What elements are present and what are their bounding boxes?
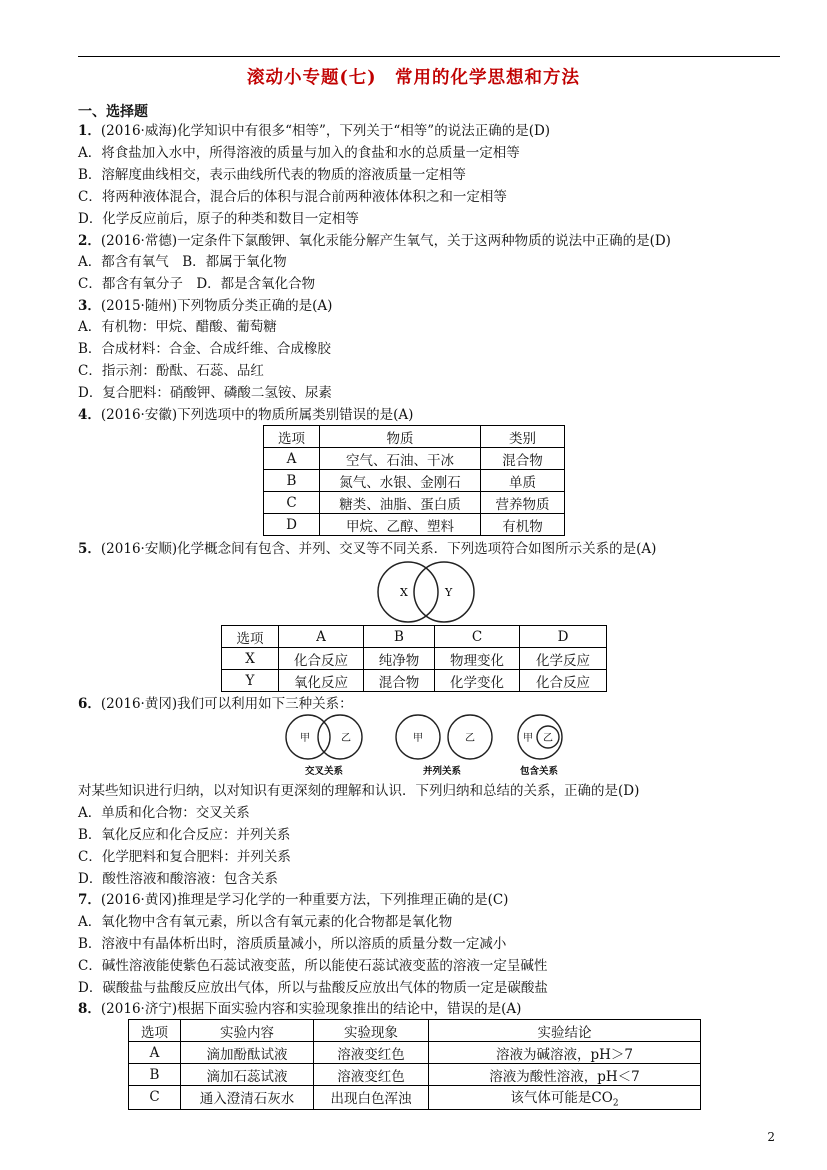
diagram-label-yi: 乙: [543, 733, 553, 744]
table-cell: 化合反应: [520, 670, 607, 692]
table-cell: 纯净物: [364, 648, 435, 670]
diagram-label-yi: 乙: [465, 733, 475, 744]
q5-table: [221, 625, 607, 692]
question-2: 2．(2016·常德)一定条件下氯酸钾、氧化汞能分解产生氧气，关于这两种物质的说法中正确的是(D): [78, 233, 671, 249]
table-cell: 出现白色浑浊: [314, 1086, 429, 1110]
question-7: 7．(2016·黄冈)推理是学习化学的一种重要方法，下列推理正确的是(C): [78, 892, 509, 908]
relation-diagrams: [262, 713, 572, 779]
table-cell: C: [129, 1086, 181, 1110]
table-header-row: [222, 626, 607, 648]
table-row: [222, 670, 607, 692]
option: B．合成材料：合金、合成纤维、合成橡胶: [78, 341, 331, 357]
q8-table: [128, 1019, 701, 1110]
table-header-row: [264, 426, 565, 448]
table-cell: D: [520, 626, 607, 648]
table-cell: Y: [222, 670, 279, 692]
table-cell: A: [279, 626, 364, 648]
table-cell: X: [222, 648, 279, 670]
table-cell: C: [264, 492, 320, 514]
venn-circle-x: [378, 562, 438, 622]
table-cell: B: [364, 626, 435, 648]
table-header-row: [129, 1020, 701, 1042]
table-cell: B: [264, 470, 320, 492]
table-row: [264, 514, 565, 536]
table-cell: 实验现象: [314, 1020, 429, 1042]
option: D．复合肥料：硝酸钾、磷酸二氢铵、尿素: [78, 385, 332, 401]
diagram-caption-cross: 交叉关系: [305, 766, 344, 777]
table-cell: 混合物: [481, 448, 565, 470]
table-cell: 溶液为酸性溶液，pH＜7: [429, 1064, 701, 1086]
question-6-followup: 对某些知识进行归纳，以对知识有更深刻的理解和认识．下列归纳和总结的关系，正确的是(D): [78, 783, 640, 799]
diagram-caption-parallel: 并列关系: [423, 766, 462, 777]
venn-diagram: [370, 560, 482, 624]
option: C．化学肥料和复合肥料：并列关系: [78, 849, 291, 865]
table-cell: 该气体可能是$CO_2$: [429, 1086, 701, 1110]
table-cell: B: [129, 1064, 181, 1086]
header-rule: [78, 56, 780, 57]
table-cell: 溶液变红色: [314, 1064, 429, 1086]
table-row: [264, 492, 565, 514]
option: C．碱性溶液能使紫色石蕊试液变蓝，所以能使石蕊试液变蓝的溶液一定呈碱性: [78, 958, 548, 974]
table-row: [129, 1042, 701, 1064]
table-cell: 化学变化: [435, 670, 520, 692]
table-cell: 空气、石油、干冰: [320, 448, 481, 470]
table-cell: 物质: [320, 426, 481, 448]
table-cell: 类别: [481, 426, 565, 448]
option: B．溶解度曲线相交，表示曲线所代表的物质的溶液质量一定相等: [78, 167, 466, 183]
page-title: 滚动小专题(七) 常用的化学思想和方法: [246, 68, 581, 88]
diagram-label-jia: 甲: [300, 733, 310, 744]
option: A．有机物：甲烷、醋酸、葡萄糖: [78, 319, 277, 335]
table-cell: 氮气、水银、金刚石: [320, 470, 481, 492]
q4-table: [263, 425, 565, 536]
option: D．化学反应前后，原子的种类和数目一定相等: [78, 211, 359, 227]
diagram-label-jia: 甲: [413, 733, 423, 744]
table-row: [264, 470, 565, 492]
diagram-circle: [318, 715, 362, 759]
question-8: 8．(2016·济宁)根据下面实验内容和实验现象推出的结论中，错误的是(A): [78, 1001, 522, 1017]
question-5: 5．(2016·安顺)化学概念间有包含、并列、交叉等不同关系．下列选项符合如图所示关系的是(A): [78, 541, 657, 557]
table-cell: 实验结论: [429, 1020, 701, 1042]
table-cell: 选项: [222, 626, 279, 648]
table-cell: A: [264, 448, 320, 470]
option: C．都含有氧分子 D．都是含氧化合物: [78, 276, 316, 292]
table-row: [222, 648, 607, 670]
table-cell: 实验内容: [181, 1020, 314, 1042]
question-1: 1．(2016·威海)化学知识中有很多“相等”，下列关于“相等”的说法正确的是(D): [78, 123, 551, 139]
table-cell: D: [264, 514, 320, 536]
option: A．都含有氧气 B．都属于氧化物: [78, 254, 287, 270]
page-number: 2: [767, 1130, 775, 1144]
table-cell: 滴加石蕊试液: [181, 1064, 314, 1086]
table-cell: C: [435, 626, 520, 648]
table-cell: A: [129, 1042, 181, 1064]
table-cell: 营养物质: [481, 492, 565, 514]
option: A．氧化物中含有氧元素，所以含有氧元素的化合物都是氧化物: [78, 914, 453, 930]
table-cell: 选项: [264, 426, 320, 448]
table-cell: 糖类、油脂、蛋白质: [320, 492, 481, 514]
diagram-label-jia: 甲: [523, 733, 533, 744]
option: D．碳酸盐与盐酸反应放出气体，所以与盐酸反应放出气体的物质一定是碳酸盐: [78, 980, 548, 996]
question-6: 6．(2016·黄冈)我们可以利用如下三种关系：: [78, 696, 353, 712]
table-cell: 混合物: [364, 670, 435, 692]
option: C．将两种液体混合，混合后的体积与混合前两种液体体积之和一定相等: [78, 189, 507, 205]
venn-label-y: Y: [445, 586, 453, 599]
table-row: [129, 1064, 701, 1086]
table-cell: 溶液变红色: [314, 1042, 429, 1064]
diagram-label-yi: 乙: [341, 733, 351, 744]
table-cell: 氧化反应: [279, 670, 364, 692]
venn-circle-y: [414, 562, 474, 622]
option: A．将食盐加入水中，所得溶液的质量与加入的食盐和水的总质量一定相等: [78, 145, 520, 161]
option: A．单质和化合物：交叉关系: [78, 805, 250, 821]
diagram-caption-contain: 包含关系: [520, 766, 559, 777]
table-cell: 溶液为碱溶液，pH＞7: [429, 1042, 701, 1064]
option: B．氧化反应和化合反应：并列关系: [78, 827, 291, 843]
table-cell: 化学反应: [520, 648, 607, 670]
table-cell: 有机物: [481, 514, 565, 536]
question-3: 3．(2015·随州)下列物质分类正确的是(A): [78, 298, 333, 314]
question-4: 4．(2016·安徽)下列选项中的物质所属类别错误的是(A): [78, 407, 414, 423]
table-cell: 通入澄清石灰水: [181, 1086, 314, 1110]
table-cell: 物理变化: [435, 648, 520, 670]
option: B．溶液中有晶体析出时，溶质质量减小，所以溶质的质量分数一定减小: [78, 936, 507, 952]
section-heading: 一、选择题: [78, 104, 148, 120]
table-cell: 化合反应: [279, 648, 364, 670]
table-cell: 选项: [129, 1020, 181, 1042]
option: C．指示剂：酚酞、石蕊、品红: [78, 363, 264, 379]
table-row: [129, 1086, 701, 1110]
table-cell: 滴加酚酞试液: [181, 1042, 314, 1064]
option: D．酸性溶液和酸溶液：包含关系: [78, 871, 278, 887]
venn-label-x: X: [400, 586, 408, 599]
table-cell: 甲烷、乙醇、塑料: [320, 514, 481, 536]
table-row: [264, 448, 565, 470]
table-cell: 单质: [481, 470, 565, 492]
